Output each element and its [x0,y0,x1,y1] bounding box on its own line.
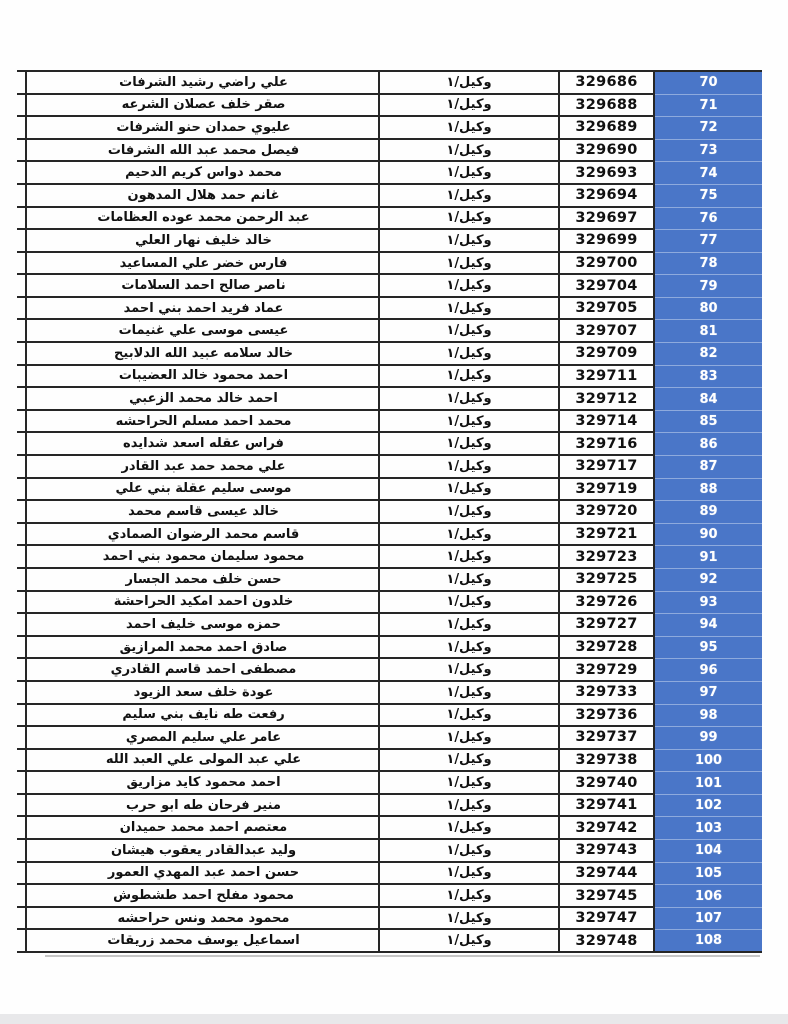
table-row [17,72,762,95]
row-serial-cell: 73 [655,140,762,163]
table-row [17,366,762,389]
row-receipt-number-cell: 329742 [558,817,655,840]
row-receipt-number-cell: 329690 [558,140,655,163]
row-receipt-number-cell: 329720 [558,501,655,524]
row-role-cell: وكيل/١ [378,433,558,456]
row-name-cell: مصطفى احمد قاسم القادري [17,659,378,682]
row-receipt-number-cell: 329727 [558,614,655,637]
row-serial-cell: 77 [655,230,762,253]
row-receipt-number-cell: 329686 [558,72,655,95]
table-row [17,185,762,208]
row-serial-cell: 78 [655,253,762,276]
row-name-cell: عودة خلف سعد الزيود [17,682,378,705]
row-role-cell: وكيل/١ [378,908,558,931]
row-role-cell: وكيل/١ [378,298,558,321]
row-name-cell: احمد محمود خالد العضيبات [17,366,378,389]
row-name-cell: عامر علي سليم المصري [17,727,378,750]
row-receipt-number-cell: 329697 [558,208,655,231]
row-receipt-number-cell: 329716 [558,433,655,456]
row-serial-cell: 91 [655,546,762,569]
row-name-cell: فراس عقله اسعد شدايده [17,433,378,456]
row-role-cell: وكيل/١ [378,95,558,118]
row-receipt-number-cell: 329737 [558,727,655,750]
row-name-cell: محمود مفلح احمد طشطوش [17,885,378,908]
row-serial-cell: 103 [655,817,762,840]
row-name-cell: عماد فريد احمد بني احمد [17,298,378,321]
row-receipt-number-cell: 329711 [558,366,655,389]
table-row [17,208,762,231]
row-role-cell: وكيل/١ [378,705,558,728]
row-serial-cell: 100 [655,750,762,773]
row-role-cell: وكيل/١ [378,501,558,524]
row-name-cell: عبد الرحمن محمد عوده العظامات [17,208,378,231]
row-serial-cell: 72 [655,117,762,140]
row-serial-cell: 74 [655,162,762,185]
row-serial-cell: 85 [655,411,762,434]
row-name-cell: فارس خضر علي المساعيد [17,253,378,276]
row-role-cell: وكيل/١ [378,930,558,953]
row-role-cell: وكيل/١ [378,343,558,366]
row-receipt-number-cell: 329736 [558,705,655,728]
row-serial-cell: 93 [655,592,762,615]
row-receipt-number-cell: 329740 [558,772,655,795]
row-receipt-number-cell: 329728 [558,637,655,660]
row-role-cell: وكيل/١ [378,479,558,502]
row-serial-cell: 71 [655,95,762,118]
table-row [17,930,762,953]
row-serial-cell: 80 [655,298,762,321]
row-serial-cell: 79 [655,275,762,298]
table-row [17,614,762,637]
row-role-cell: وكيل/١ [378,456,558,479]
row-receipt-number-cell: 329738 [558,750,655,773]
row-name-cell: منير فرحان طه ابو حرب [17,795,378,818]
row-serial-cell: 107 [655,908,762,931]
row-receipt-number-cell: 329747 [558,908,655,931]
row-role-cell: وكيل/١ [378,524,558,547]
table-row [17,885,762,908]
row-serial-cell: 87 [655,456,762,479]
table-row [17,140,762,163]
row-receipt-number-cell: 329705 [558,298,655,321]
row-name-cell: عليوي حمدان حنو الشرفات [17,117,378,140]
table-row [17,388,762,411]
row-name-cell: علي راضي رشيد الشرفات [17,72,378,95]
table-bottom-shadow-line [45,955,760,957]
row-serial-cell: 92 [655,569,762,592]
table-row [17,569,762,592]
row-name-cell: علي محمد حمد عبد القادر [17,456,378,479]
row-role-cell: وكيل/١ [378,140,558,163]
row-role-cell: وكيل/١ [378,366,558,389]
row-name-cell: اسماعيل يوسف محمد زريقات [17,930,378,953]
row-receipt-number-cell: 329743 [558,840,655,863]
row-serial-cell: 98 [655,705,762,728]
row-name-cell: حسن خلف محمد الجسار [17,569,378,592]
row-name-cell: حمزه موسى خليف احمد [17,614,378,637]
row-receipt-number-cell: 329729 [558,659,655,682]
table-row [17,659,762,682]
row-name-cell: وليد عبدالقادر يعقوب هيشان [17,840,378,863]
row-name-cell: خلدون احمد امكيد الحراحشة [17,592,378,615]
row-role-cell: وكيل/١ [378,614,558,637]
row-serial-cell: 70 [655,72,762,95]
row-receipt-number-cell: 329745 [558,885,655,908]
row-role-cell: وكيل/١ [378,388,558,411]
table-row [17,727,762,750]
row-name-cell: ناصر صالح احمد السلامات [17,275,378,298]
row-serial-cell: 99 [655,727,762,750]
row-receipt-number-cell: 329726 [558,592,655,615]
row-serial-cell: 95 [655,637,762,660]
row-receipt-number-cell: 329699 [558,230,655,253]
row-name-cell: صادق احمد محمد المرازيق [17,637,378,660]
row-name-cell: احمد محمود كايد مزاريق [17,772,378,795]
table-row [17,772,762,795]
row-role-cell: وكيل/١ [378,750,558,773]
row-role-cell: وكيل/١ [378,795,558,818]
row-name-cell: خالد عيسى قاسم محمد [17,501,378,524]
row-role-cell: وكيل/١ [378,772,558,795]
row-role-cell: وكيل/١ [378,569,558,592]
table-row [17,863,762,886]
roster-table [17,70,762,953]
table-row [17,433,762,456]
row-receipt-number-cell: 329723 [558,546,655,569]
row-name-cell: موسى سليم عقلة بني علي [17,479,378,502]
row-serial-cell: 97 [655,682,762,705]
row-name-cell: محمود سليمان محمود بني احمد [17,546,378,569]
row-serial-cell: 101 [655,772,762,795]
row-name-cell: عيسى موسى علي غنيمات [17,320,378,343]
row-name-cell: خالد خليف نهار العلي [17,230,378,253]
table-row [17,411,762,434]
row-role-cell: وكيل/١ [378,208,558,231]
table-row [17,95,762,118]
row-role-cell: وكيل/١ [378,592,558,615]
row-serial-cell: 86 [655,433,762,456]
table-row [17,750,762,773]
table-row [17,501,762,524]
row-role-cell: وكيل/١ [378,72,558,95]
row-name-cell: محمود محمد ونس حراحشه [17,908,378,931]
table-row [17,456,762,479]
row-serial-cell: 82 [655,343,762,366]
row-receipt-number-cell: 329694 [558,185,655,208]
row-serial-cell: 105 [655,863,762,886]
row-receipt-number-cell: 329721 [558,524,655,547]
row-receipt-number-cell: 329717 [558,456,655,479]
row-role-cell: وكيل/١ [378,275,558,298]
table-row [17,275,762,298]
table-row [17,343,762,366]
table-row [17,230,762,253]
row-serial-cell: 102 [655,795,762,818]
row-receipt-number-cell: 329733 [558,682,655,705]
table-row [17,479,762,502]
row-receipt-number-cell: 329714 [558,411,655,434]
row-name-cell: علي عبد المولى علي العبد الله [17,750,378,773]
row-name-cell: رفعت طه نايف بني سليم [17,705,378,728]
row-receipt-number-cell: 329744 [558,863,655,886]
row-role-cell: وكيل/١ [378,682,558,705]
table-row [17,817,762,840]
table-row [17,795,762,818]
row-serial-cell: 88 [655,479,762,502]
row-role-cell: وكيل/١ [378,411,558,434]
page-bottom-scan-edge [0,1014,788,1024]
row-serial-cell: 96 [655,659,762,682]
row-role-cell: وكيل/١ [378,320,558,343]
table-row [17,298,762,321]
row-serial-cell: 108 [655,930,762,953]
table-row [17,637,762,660]
row-serial-cell: 76 [655,208,762,231]
row-name-cell: معتصم احمد محمد حميدان [17,817,378,840]
row-role-cell: وكيل/١ [378,885,558,908]
row-role-cell: وكيل/١ [378,117,558,140]
row-receipt-number-cell: 329704 [558,275,655,298]
row-role-cell: وكيل/١ [378,230,558,253]
row-name-cell: محمد احمد مسلم الحراحشه [17,411,378,434]
row-role-cell: وكيل/١ [378,185,558,208]
row-role-cell: وكيل/١ [378,253,558,276]
table-row [17,682,762,705]
row-role-cell: وكيل/١ [378,162,558,185]
row-serial-cell: 84 [655,388,762,411]
row-name-cell: غانم حمد هلال المدهون [17,185,378,208]
row-name-cell: خالد سلامه عبيد الله الدلابيح [17,343,378,366]
row-receipt-number-cell: 329748 [558,930,655,953]
row-role-cell: وكيل/١ [378,637,558,660]
table-row [17,117,762,140]
row-receipt-number-cell: 329709 [558,343,655,366]
row-receipt-number-cell: 329741 [558,795,655,818]
row-serial-cell: 89 [655,501,762,524]
table-row [17,253,762,276]
row-receipt-number-cell: 329693 [558,162,655,185]
row-receipt-number-cell: 329725 [558,569,655,592]
row-receipt-number-cell: 329688 [558,95,655,118]
row-serial-cell: 90 [655,524,762,547]
row-serial-cell: 75 [655,185,762,208]
table-row [17,524,762,547]
table-left-border [25,70,27,953]
row-receipt-number-cell: 329707 [558,320,655,343]
row-serial-cell: 104 [655,840,762,863]
row-name-cell: قاسم محمد الرضوان الصمادي [17,524,378,547]
table-row [17,908,762,931]
table-row [17,592,762,615]
row-name-cell: احمد خالد محمد الزعبي [17,388,378,411]
row-role-cell: وكيل/١ [378,817,558,840]
table-row [17,320,762,343]
row-receipt-number-cell: 329719 [558,479,655,502]
row-name-cell: محمد دواس كريم الدحيم [17,162,378,185]
table-row [17,162,762,185]
row-role-cell: وكيل/١ [378,840,558,863]
row-name-cell: فيصل محمد عبد الله الشرفات [17,140,378,163]
row-role-cell: وكيل/١ [378,863,558,886]
table-row [17,840,762,863]
row-serial-cell: 81 [655,320,762,343]
row-serial-cell: 83 [655,366,762,389]
row-role-cell: وكيل/١ [378,659,558,682]
table-row [17,705,762,728]
row-receipt-number-cell: 329689 [558,117,655,140]
table-row [17,546,762,569]
row-serial-cell: 94 [655,614,762,637]
row-role-cell: وكيل/١ [378,727,558,750]
row-name-cell: حسن احمد عبد المهدي العمور [17,863,378,886]
row-receipt-number-cell: 329712 [558,388,655,411]
row-name-cell: صقر خلف عصلان الشرعه [17,95,378,118]
row-receipt-number-cell: 329700 [558,253,655,276]
row-role-cell: وكيل/١ [378,546,558,569]
row-serial-cell: 106 [655,885,762,908]
